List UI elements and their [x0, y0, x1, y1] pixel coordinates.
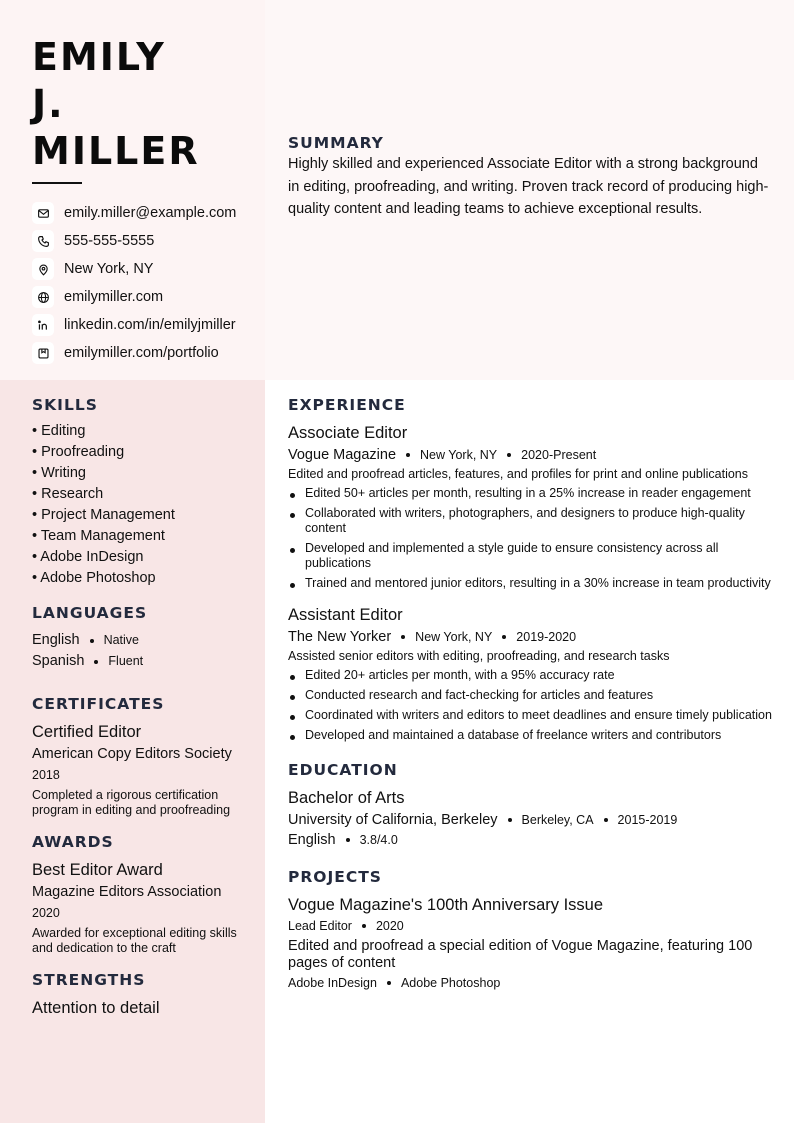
education-entry — [288, 788, 773, 848]
phone-icon — [32, 230, 54, 252]
certificate-item — [32, 722, 252, 818]
language-name: Spanish — [32, 653, 85, 669]
job-location: New York, NY — [415, 630, 493, 644]
certificates-heading: CERTIFICATES — [32, 695, 165, 713]
achievement-text: Coordinated with writers and editors to meet deadlines and ensure timely publication — [305, 708, 772, 722]
name-first: EMILY — [32, 35, 166, 79]
contact-phone-text: 555-555-5555 — [64, 233, 155, 249]
achievement-item — [288, 506, 773, 536]
achievement-item — [288, 576, 773, 591]
award-issuer: Magazine Editors Association — [32, 884, 222, 900]
award-description: Awarded for exceptional editing skills and dedication to the craft — [32, 926, 237, 955]
contact-linkedin-text: linkedin.com/in/emilyjmiller — [64, 317, 236, 333]
award-year: 2020 — [32, 906, 60, 920]
awards-heading: AWARDS — [32, 833, 114, 851]
bullet-dot — [288, 688, 305, 703]
contact-portfolio[interactable] — [32, 339, 236, 367]
summary-text: Highly skilled and experienced Associate Editor with a strong background in editing, proofreading, and writing. Proven track record of producing high-quality content and leading teams to achieve exceptional results. — [288, 156, 769, 218]
job-description: Edited and proofread articles, features, and profiles for print and online publications — [288, 467, 749, 481]
job-entry — [288, 605, 773, 743]
contact-phone[interactable] — [32, 227, 236, 255]
separator-dot — [94, 660, 98, 664]
skill-item: • Team Management — [32, 528, 165, 544]
achievement-text: Developed and maintained a database of freelance writers and contributors — [305, 728, 722, 742]
name-middle: J. — [32, 82, 65, 126]
education-field-meta — [288, 832, 773, 848]
project-meta — [288, 919, 773, 933]
contact-linkedin[interactable] — [32, 311, 236, 339]
bullet-dot — [288, 668, 305, 683]
contact-email[interactable] — [32, 199, 236, 227]
separator-dot — [387, 981, 391, 985]
project-description: Edited and proofread a special edition of Vogue Magazine, featuring 100 pages of content — [288, 938, 753, 971]
bullet-dot — [288, 576, 305, 591]
separator-dot — [508, 818, 512, 822]
gpa: 3.8/4.0 — [359, 833, 398, 847]
achievement-text: Edited 50+ articles per month, resulting in a 25% increase in reader engagement — [305, 486, 751, 500]
project-title: Vogue Magazine's 100th Anniversary Issue — [288, 896, 604, 914]
award-item — [32, 860, 252, 956]
achievement-text: Edited 20+ articles per month, with a 95% accuracy rate — [305, 668, 615, 682]
bullet-dot — [288, 708, 305, 723]
separator-dot — [406, 453, 410, 457]
achievement-item — [288, 708, 773, 723]
language-item — [32, 630, 252, 651]
job-dates: 2019-2020 — [516, 630, 577, 644]
project-tool: Adobe InDesign — [288, 976, 377, 990]
skills-heading: SKILLS — [32, 396, 98, 414]
skill-item: • Project Management — [32, 507, 175, 523]
name-last: MILLER — [32, 129, 200, 173]
portfolio-icon — [32, 342, 54, 364]
contact-portfolio-text: emilymiller.com/portfolio — [64, 345, 219, 361]
bullet-dot — [288, 728, 305, 743]
separator-dot — [346, 838, 350, 842]
job-entry — [288, 423, 773, 591]
school-name: University of California, Berkeley — [288, 812, 498, 828]
achievement-text: Trained and mentored junior editors, resulting in a 30% increase in team productivity — [305, 576, 771, 590]
skill-item: • Adobe InDesign — [32, 549, 144, 565]
certificate-issuer: American Copy Editors Society — [32, 746, 232, 762]
job-meta — [288, 629, 773, 645]
certificate-description: Completed a rigorous certification program in editing and proofreading — [32, 788, 231, 817]
achievement-item — [288, 688, 773, 703]
education-meta — [288, 812, 773, 828]
name-divider — [32, 182, 82, 184]
job-dates: 2020-Present — [521, 448, 597, 462]
bullet-dot — [288, 506, 305, 536]
achievement-item — [288, 486, 773, 501]
project-role: Lead Editor — [288, 919, 352, 933]
skill-item: • Writing — [32, 465, 86, 481]
skill-item: • Adobe Photoshop — [32, 570, 156, 586]
award-name: Best Editor Award — [32, 861, 163, 879]
achievement-item — [288, 541, 773, 571]
contact-location-text: New York, NY — [64, 261, 154, 277]
separator-dot — [604, 818, 608, 822]
job-company: The New Yorker — [288, 629, 392, 645]
linkedin-icon — [32, 314, 54, 336]
language-name: English — [32, 632, 80, 648]
school-location: Berkeley, CA — [521, 813, 594, 827]
job-achievements — [288, 668, 773, 743]
project-entry — [288, 895, 773, 990]
job-description: Assisted senior editors with editing, proofreading, and research tasks — [288, 649, 670, 663]
achievement-text: Developed and implemented a style guide to ensure consistency across all publications — [305, 541, 719, 570]
contact-website[interactable] — [32, 283, 236, 311]
bullet-dot — [288, 541, 305, 571]
separator-dot — [362, 924, 366, 928]
strength-item: Attention to detail — [32, 999, 160, 1017]
language-level: Fluent — [108, 654, 144, 668]
globe-icon — [32, 286, 54, 308]
languages-heading: LANGUAGES — [32, 604, 148, 622]
language-level: Native — [103, 633, 139, 647]
job-title: Associate Editor — [288, 424, 408, 442]
contact-email-text: emily.miller@example.com — [64, 205, 237, 221]
certificate-year: 2018 — [32, 768, 60, 782]
separator-dot — [90, 639, 94, 643]
right-column — [288, 396, 773, 990]
separator-dot — [507, 453, 511, 457]
separator-dot — [502, 635, 506, 639]
project-tools — [288, 976, 773, 990]
project-tool: Adobe Photoshop — [400, 976, 501, 990]
strengths-heading: STRENGTHS — [32, 971, 146, 989]
skill-item: • Proofreading — [32, 444, 125, 460]
job-meta — [288, 447, 773, 463]
location-pin-icon — [32, 258, 54, 280]
field-of-study: English — [288, 832, 336, 848]
contact-location — [32, 255, 236, 283]
education-heading: EDUCATION — [288, 761, 398, 779]
skill-item: • Editing — [32, 423, 86, 439]
language-item — [32, 651, 252, 672]
achievement-text: Conducted research and fact-checking for articles and features — [305, 688, 654, 702]
achievement-text: Collaborated with writers, photographers, and designers to produce high-quality content — [305, 506, 745, 535]
job-location: New York, NY — [420, 448, 498, 462]
degree: Bachelor of Arts — [288, 789, 405, 807]
job-title: Assistant Editor — [288, 606, 403, 624]
job-company: Vogue Magazine — [288, 447, 397, 463]
bullet-dot — [288, 486, 305, 501]
projects-heading: PROJECTS — [288, 868, 382, 886]
achievement-item — [288, 728, 773, 743]
certificate-name: Certified Editor — [32, 723, 142, 741]
skill-item: • Research — [32, 486, 104, 502]
left-column — [32, 396, 252, 1018]
mail-icon — [32, 202, 54, 224]
summary-heading: SUMMARY — [288, 134, 384, 152]
separator-dot — [401, 635, 405, 639]
skills-list — [32, 421, 252, 589]
experience-heading: EXPERIENCE — [288, 396, 406, 414]
candidate-name — [32, 34, 200, 175]
contact-list — [32, 199, 236, 367]
project-year: 2020 — [375, 919, 404, 933]
education-dates: 2015-2019 — [617, 813, 678, 827]
achievement-item — [288, 668, 773, 683]
job-achievements — [288, 486, 773, 591]
contact-website-text: emilymiller.com — [64, 289, 164, 305]
languages-list — [32, 630, 252, 672]
